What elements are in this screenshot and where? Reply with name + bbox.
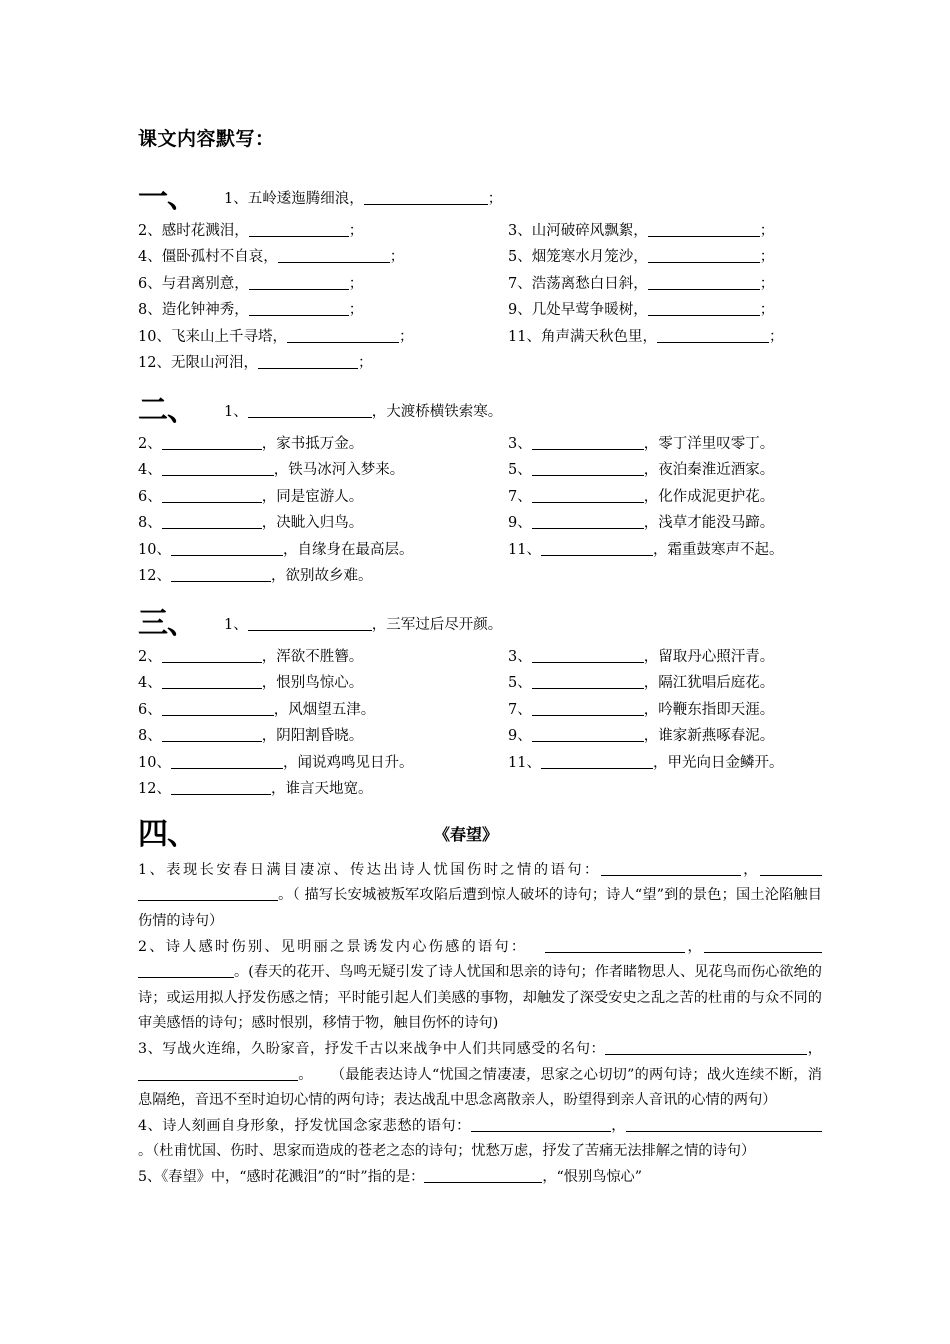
- question-prompt: 诗人感时伤别、见明丽之景诱发内心伤感的语句：: [165, 938, 528, 955]
- section-marker: 四、: [138, 816, 196, 852]
- item-cell: 8、 ，决眦入归鸟。: [138, 515, 364, 532]
- section-one-heading: [138, 179, 822, 219]
- answer-blank[interactable]: [532, 728, 644, 742]
- item-cell: 10、 ，自缘身在最高层。: [138, 541, 414, 558]
- question-prompt: 诗人刻画自身形象，抒发忧国念家悲愁的语句：: [162, 1117, 471, 1134]
- section-one: [138, 179, 822, 378]
- item-cell: 4、 ，铁马冰河入梦来。: [138, 462, 405, 479]
- item-cell: 4、僵卧孤村不自哀， ；: [138, 249, 405, 266]
- answer-blank[interactable]: [471, 1118, 611, 1132]
- answer-blank[interactable]: [745, 1041, 807, 1055]
- item-cell: 3、山河破碎风飘絮， ；: [508, 222, 775, 239]
- answer-blank[interactable]: [249, 223, 349, 237]
- answer-blank[interactable]: [532, 675, 644, 689]
- item-cell: 2、 ，浑欲不胜簪。: [138, 648, 364, 665]
- question-5: 5、《春望》中，“感时花溅泪”的“时”指的是： ，“恨别鸟惊心”: [138, 1168, 642, 1185]
- answer-blank[interactable]: [162, 649, 262, 663]
- table-row: [138, 298, 822, 325]
- section-two-heading: [138, 392, 822, 432]
- section-one-rows: [138, 219, 822, 378]
- section-three-rows: [138, 645, 822, 804]
- section-marker: 二、: [138, 392, 196, 428]
- answer-blank[interactable]: [704, 939, 822, 953]
- answer-blank[interactable]: [171, 755, 283, 769]
- answer-blank[interactable]: [162, 675, 262, 689]
- answer-blank[interactable]: [648, 223, 760, 237]
- table-row: [138, 751, 822, 778]
- answer-blank[interactable]: [532, 462, 644, 476]
- answer-blank[interactable]: [258, 355, 358, 369]
- item-cell: 10、飞来山上千寻塔， ；: [138, 328, 414, 345]
- answer-blank[interactable]: [138, 1067, 298, 1081]
- table-row: [138, 245, 822, 272]
- page-title: 课文内容默写：: [138, 128, 275, 150]
- section-three: [138, 605, 822, 804]
- answer-blank[interactable]: [648, 249, 760, 263]
- item-cell: 12、 ，谁言天地宽。: [138, 781, 373, 798]
- table-row: [138, 272, 822, 299]
- item-cell: 12、 ，欲别故乡难。: [138, 568, 373, 585]
- section-two: [138, 392, 822, 591]
- answer-blank[interactable]: [171, 542, 283, 556]
- answer-blank[interactable]: [760, 862, 822, 876]
- question-note: (春天的花开、鸟鸣无疑引发了诗人忧国和思亲的诗句；作者睹物思人、见花鸟而伤心欲绝的诗；或运用拟人抒发伤感之情；平时能引起人们美感的事物，却触发了深受安史之乱之苦的杜甫的与众不同的审美感悟的诗句；感时恨别，移情于物，触目伤怀的诗句): [138, 964, 822, 1032]
- table-row: [138, 511, 822, 538]
- section-four-heading: [138, 816, 822, 858]
- item-cell: 11、 ，甲光向日金鳞开。: [508, 754, 784, 771]
- item-cell: 2、感时花溅泪， ；: [138, 222, 364, 239]
- question-prompt: 写战火连绵，久盼家音，抒发千古以来战争中人们共同感受的名句：: [162, 1040, 606, 1057]
- item-cell: 9、几处早莺争暖树， ；: [508, 302, 775, 319]
- answer-blank[interactable]: [171, 568, 271, 582]
- answer-blank[interactable]: [248, 617, 372, 631]
- question-prompt: 《春望》中，“感时花溅泪”的“时”指的是：: [161, 1168, 425, 1185]
- question-note: （ 描写长安城被叛军攻陷后遭到惊人破坏的诗句；诗人“望”到的景色；国土沦陷触目伤情的诗句）: [138, 887, 822, 929]
- item-cell: 2、 ，家书抵万金。: [138, 435, 364, 452]
- table-row: [138, 645, 822, 672]
- answer-blank[interactable]: [162, 489, 262, 503]
- table-row: [138, 351, 822, 378]
- answer-blank[interactable]: [162, 728, 262, 742]
- answer-blank[interactable]: [162, 515, 262, 529]
- answer-blank[interactable]: [601, 862, 741, 876]
- item-cell: 4、 ，恨别鸟惊心。: [138, 675, 364, 692]
- answer-blank[interactable]: [744, 1118, 822, 1132]
- question-2: 2、诗人感时伤别、见明丽之景诱发内心伤感的语句： ，。(春天的花开、鸟鸣无疑引发了诗人忧国和思亲的诗句；作者睹物思人、见花鸟而伤心欲绝的诗；或运用拟人抒发伤感之情；平时能引起人们美感的事物，却触发了深受安史之乱之苦的杜甫的与众不同的审美感悟的诗句；感时恨别，移情于物，触目伤怀的诗句): [138, 938, 822, 1032]
- item-end: ；: [487, 190, 503, 207]
- section-marker: 一、: [138, 179, 196, 215]
- answer-blank[interactable]: [278, 249, 390, 263]
- answer-blank[interactable]: [648, 276, 760, 290]
- item-cell: 8、造化钟神秀， ；: [138, 302, 364, 319]
- item-text: 五岭逶迤腾细浪，: [247, 190, 364, 207]
- item-cell: 8、 ，阴阳割昏晓。: [138, 728, 364, 745]
- item-cell: 3、 ，留取丹心照汗青。: [508, 648, 775, 665]
- section-one-item-1: 1、五岭逶迤腾细浪， ；: [224, 190, 503, 207]
- item-cell: 6、与君离别意， ；: [138, 275, 364, 292]
- answer-blank[interactable]: [626, 1118, 744, 1132]
- table-row: [138, 698, 822, 725]
- answer-blank[interactable]: [657, 329, 769, 343]
- table-row: [138, 219, 822, 246]
- answer-blank[interactable]: [532, 515, 644, 529]
- answer-blank[interactable]: [532, 436, 644, 450]
- item-cell: 7、浩荡离愁白日斜， ；: [508, 275, 775, 292]
- poem-title: 《春望》: [434, 824, 499, 844]
- item-cell: 11、角声满天秋色里， ；: [508, 328, 784, 345]
- answer-blank[interactable]: [648, 302, 760, 316]
- item-cell: 5、烟笼寒水月笼沙， ；: [508, 249, 775, 266]
- answer-blank[interactable]: [171, 781, 271, 795]
- question-note: （杜甫忧国、伤时、思家而造成的苍老之态的诗句；忧愁万虑，抒发了苦痛无法排解之情的诗句）: [152, 1143, 756, 1160]
- answer-blank[interactable]: [138, 887, 278, 901]
- table-row: [138, 564, 822, 591]
- question-3: 3、写战火连绵，久盼家音，抒发千古以来战争中人们共同感受的名句： ，。 （最能表达诗人“忧国之情凄凄，思家之心切切”的两句诗；战火连续不断，消息隔绝，音迅不至时迫切心情的两句诗；表达战乱中思念离散亲人，盼望得到亲人音讯的心情的两句）: [138, 1040, 822, 1109]
- answer-blank[interactable]: [545, 939, 685, 953]
- item-cell: 7、 ，吟鞭东指即天涯。: [508, 701, 775, 718]
- answer-blank[interactable]: [532, 702, 644, 716]
- section-three-item-1: 1、 ，三军过后尽开颜。: [224, 616, 503, 633]
- answer-blank[interactable]: [541, 755, 653, 769]
- item-cell: 10、 ，闻说鸡鸣见日升。: [138, 754, 414, 771]
- section-marker: 三、: [138, 605, 196, 641]
- answer-blank[interactable]: [287, 329, 399, 343]
- table-row: [138, 538, 822, 565]
- answer-blank[interactable]: [249, 302, 349, 316]
- table-row: [138, 458, 822, 485]
- table-row: [138, 325, 822, 352]
- question-note: （最能表达诗人“忧国之情凄凄，思家之心切切”的两句诗；战火连续不断，消息隔绝，音迅不至时迫切心情的两句诗；表达战乱中思念离散亲人，盼望得到亲人音讯的心情的两句）: [138, 1066, 822, 1109]
- document-content: [138, 128, 822, 1191]
- answer-blank[interactable]: [532, 489, 644, 503]
- answer-blank[interactable]: [162, 436, 262, 450]
- answer-blank[interactable]: [541, 542, 653, 556]
- table-row: [138, 485, 822, 512]
- section-four-questions: [138, 858, 822, 1191]
- item-cell: 6、 ，同是宦游人。: [138, 488, 364, 505]
- answer-blank[interactable]: [424, 1169, 542, 1183]
- answer-blank[interactable]: [605, 1041, 745, 1055]
- item-cell: 11、 ，霜重鼓寒声不起。: [508, 541, 784, 558]
- table-row: [138, 777, 822, 804]
- item-cell: 3、 ，零丁洋里叹零丁。: [508, 435, 775, 452]
- answer-blank[interactable]: [162, 462, 274, 476]
- table-row: [138, 671, 822, 698]
- answer-blank[interactable]: [162, 702, 274, 716]
- answer-blank[interactable]: [138, 964, 234, 978]
- item-cell: 5、 ，隔江犹唱后庭花。: [508, 675, 775, 692]
- item-cell: 5、 ，夜泊秦淮近酒家。: [508, 462, 775, 479]
- question-prompt-tail: ，“恨别鸟惊心”: [542, 1168, 642, 1185]
- question-4: 4、诗人刻画自身形象，抒发忧国念家悲愁的语句： ，。（杜甫忧国、伤时、思家而造成的苍老之态的诗句；忧愁万虑，抒发了苦痛无法排解之情的诗句）: [138, 1114, 822, 1165]
- answer-blank[interactable]: [249, 276, 349, 290]
- question-1: 1、表现长安春日满目凄凉、传达出诗人忧国伤时之情的语句： ，。（ 描写长安城被叛军攻陷后遭到惊人破坏的诗句；诗人“望”到的景色；国土沦陷触目伤情的诗句）: [138, 861, 822, 929]
- answer-blank[interactable]: [532, 649, 644, 663]
- item-cell: 6、 ，风烟望五津。: [138, 701, 376, 718]
- section-three-heading: [138, 605, 822, 645]
- question-prompt: 表现长安春日满目凄凉、传达出诗人忧国伤时之情的语句：: [166, 861, 601, 878]
- section-four: [138, 816, 822, 1191]
- table-row: [138, 724, 822, 751]
- answer-blank[interactable]: [248, 404, 372, 418]
- item-cell: 9、 ，浅草才能没马蹄。: [508, 515, 775, 532]
- item-cell: 7、 ，化作成泥更护花。: [508, 488, 775, 505]
- table-row: [138, 432, 822, 459]
- section-two-item-1: 1、 ，大渡桥横铁索寒。: [224, 403, 503, 420]
- item-cell: 12、无限山河泪， ；: [138, 355, 373, 372]
- answer-blank[interactable]: [364, 191, 488, 205]
- section-two-rows: [138, 432, 822, 591]
- item-cell: 9、 ，谁家新燕啄春泥。: [508, 728, 775, 745]
